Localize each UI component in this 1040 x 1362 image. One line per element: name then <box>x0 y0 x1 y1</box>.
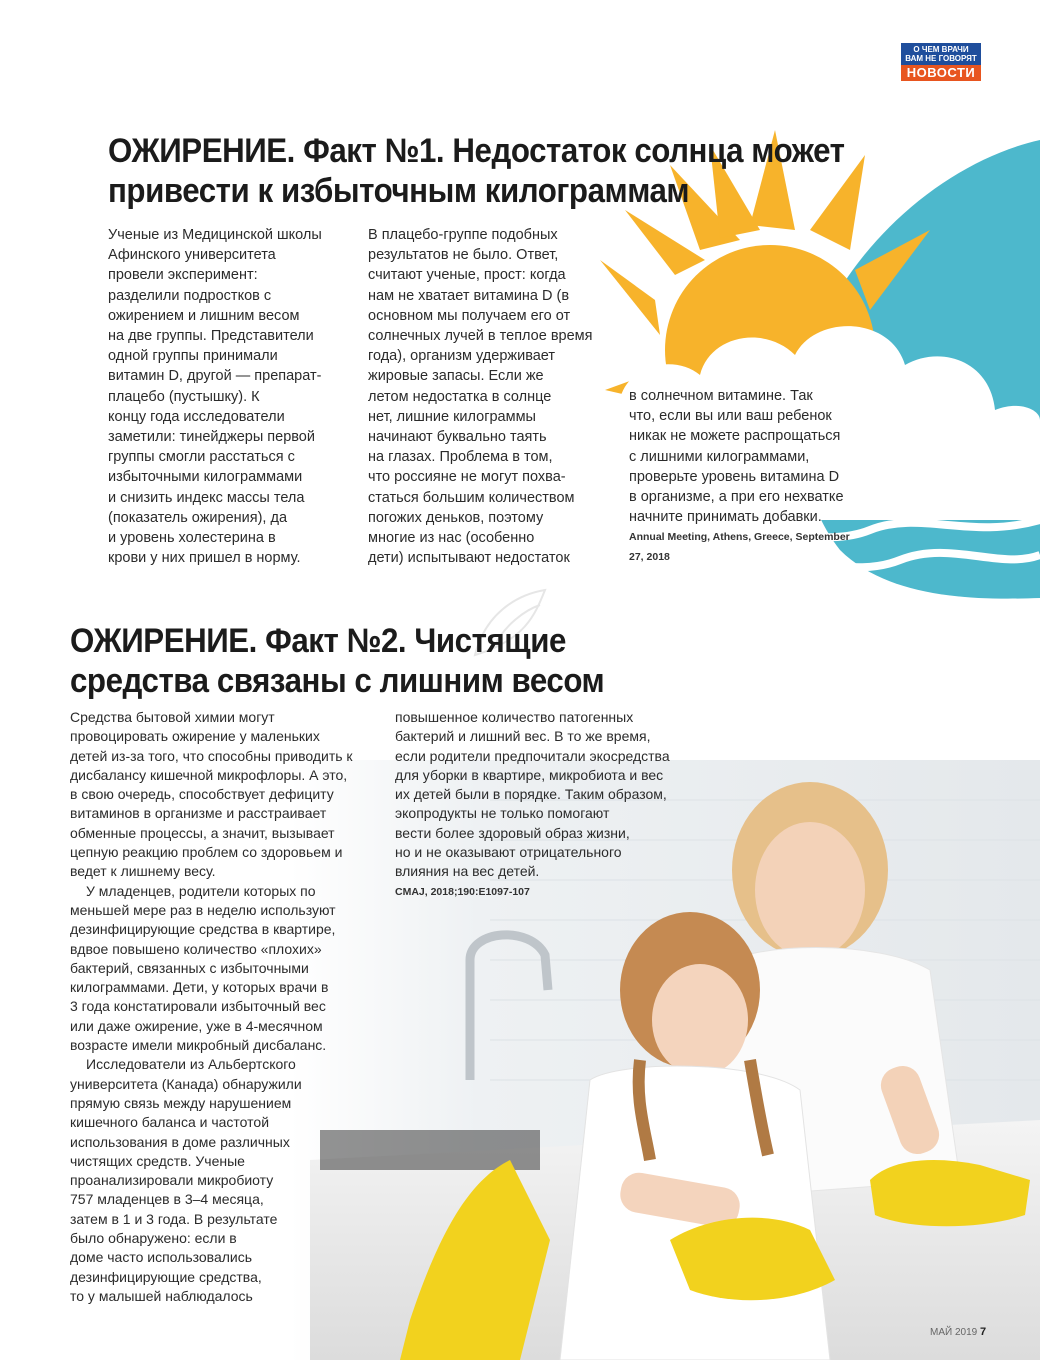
article2-title-line1: ОЖИРЕНИЕ. Факт №2. Чистящие <box>70 622 566 660</box>
text-line: но и не оказывают отрицательного <box>395 844 622 861</box>
text-line: в организме, а при его нехватке <box>629 489 844 506</box>
text-line: прямую связь между нарушением <box>70 1094 292 1111</box>
text-line: Ученые из Медицинской школы <box>108 227 322 243</box>
article1-column-2 <box>368 225 623 568</box>
text-line: возрасте имели микробный дисбаланс. <box>70 1037 327 1054</box>
text-line: нам не хватает витамина D (в <box>368 287 570 304</box>
article1-source: Annual Meeting, Athens, Greece, September <box>629 531 850 544</box>
text-line: чистящих средств. Ученые <box>70 1152 245 1169</box>
text-line: бактерий, связанных с избыточными <box>70 959 309 976</box>
text-line: Средства бытовой химии могут <box>70 709 275 725</box>
text-line: или даже ожирение, уже в 4-месячном <box>70 1017 323 1034</box>
article2-column-2 <box>395 708 715 902</box>
text-line: килограммами. Дети, у которых врачи в <box>70 979 329 996</box>
text-line: детей из-за того, что способны приводить к <box>70 747 353 764</box>
article2-title-line2: средства связаны с лишним весом <box>70 662 605 700</box>
text-line: ожирением и лишним весом <box>108 307 300 324</box>
text-line: если родители предпочитали экосредства <box>395 747 670 764</box>
article1-title-line1: ОЖИРЕНИЕ. Факт №1. Недостаток солнца может <box>108 132 845 170</box>
badge-line1: О ЧЕМ ВРАЧИ <box>913 45 969 54</box>
text-line: на две группы. Представители <box>108 328 314 345</box>
article1-title-line2: привести к избыточным килограммам <box>108 172 690 210</box>
text-line: Исследователи из Альбертского <box>86 1056 296 1073</box>
text-line: что, если вы или ваш ребенок <box>629 408 832 425</box>
text-line: и уровень холестерина в <box>108 530 276 547</box>
text-line: заметили: тинейджеры первой <box>108 429 315 446</box>
text-line: затем в 1 и 3 года. В результате <box>70 1210 278 1227</box>
text-line: дезинфицирующие средства в квартире, <box>70 921 336 938</box>
text-line: провоцировать ожирение у маленьких <box>70 728 320 745</box>
article1-source-date: 27, 2018 <box>629 551 670 564</box>
text-line: дезинфицирующие средства, <box>70 1268 262 1285</box>
text-line: вести более здоровый образ жизни, <box>395 824 630 841</box>
text-line: (показатель ожирения), да <box>108 509 288 526</box>
text-line: для уборки в квартире, микробиота и вес <box>395 766 664 783</box>
page-folio <box>930 1326 986 1338</box>
text-line: витаминов в организме и расстраивает <box>70 805 327 822</box>
text-line: меньшей мере раз в неделю используют <box>70 901 336 918</box>
text-line: У младенцев, родители которых по <box>86 882 316 899</box>
badge-brand <box>901 43 981 65</box>
text-line: витамин D, другой — препарат- <box>108 368 322 385</box>
text-line: многие из нас (особенно <box>368 530 535 547</box>
text-line: основном мы получаем его от <box>368 307 571 324</box>
text-line: нет, лишние килограммы <box>368 408 536 425</box>
text-line: концу года исследователи <box>108 408 285 425</box>
text-line: избыточными килограммами <box>108 469 303 486</box>
text-line: летом недостатка в солнце <box>368 388 552 405</box>
section-badge <box>901 43 981 81</box>
text-line: начинают буквально таять <box>368 429 547 446</box>
text-line: с лишними килограммами, <box>629 448 810 465</box>
badge-line2: ВАМ НЕ ГОВОРЯТ <box>905 54 977 63</box>
text-line: на глазах. Проблема в том, <box>368 449 553 466</box>
text-line: одной группы принимали <box>108 348 278 365</box>
text-line: обменные процессы, а значит, вызывает <box>70 824 335 841</box>
text-line: их детей были в порядке. Таким образом, <box>395 786 667 803</box>
page-number: 7 <box>980 1326 987 1338</box>
text-line: то у малышей наблюдалось <box>70 1287 253 1304</box>
text-line: разделили подростков с <box>108 287 272 304</box>
text-line: повышенное количество патогенных <box>395 709 634 725</box>
text-line: и снизить индекс массы тела <box>108 489 305 506</box>
article2-title <box>70 621 640 701</box>
text-line: 3 года констатировали избыточный вес <box>70 998 326 1015</box>
article1-column-1 <box>108 225 358 568</box>
text-line: дисбалансу кишечной микрофлоры. А это, <box>70 766 348 783</box>
text-line: бактерий и лишний вес. В то же время, <box>395 728 651 745</box>
text-line: в свою очередь, способствует дефициту <box>70 786 334 803</box>
text-line: крови у них пришел в норму. <box>108 550 301 567</box>
text-line: цепную реакцию проблем со здоровьем и <box>70 844 343 861</box>
text-line: было обнаружено: если в <box>70 1230 237 1247</box>
badge-section-label: НОВОСТИ <box>901 65 981 81</box>
text-line: университета (Канада) обнаружили <box>70 1075 302 1092</box>
article1-title <box>108 131 862 211</box>
text-line: вдвое повышено количество «плохих» <box>70 940 322 957</box>
text-line: солнечных лучей в теплое время <box>368 328 593 345</box>
text-line: результатов не было. Ответ, <box>368 247 559 264</box>
article2-column-1 <box>70 708 390 1306</box>
article1-column-3 <box>629 386 889 567</box>
text-line: 757 младенцев в 3–4 месяца, <box>70 1191 264 1208</box>
text-line: жировые запасы. Если же <box>368 368 544 385</box>
text-line: года), организм удерживает <box>368 348 556 365</box>
text-line: влияния на вес детей. <box>395 863 540 880</box>
text-line: провели эксперимент: <box>108 267 258 284</box>
text-line: плацебо (пустышку). К <box>108 388 260 405</box>
article2-source: CMAJ, 2018;190:E1097-107 <box>395 885 530 898</box>
text-line: проанализировали микробиоту <box>70 1172 274 1189</box>
issue-date: МАЙ 2019 <box>930 1327 978 1338</box>
text-line: что россияне не могут похва- <box>368 469 566 486</box>
text-line: дети) испытывают недостаток <box>368 550 570 567</box>
text-line: статься большим количеством <box>368 489 575 506</box>
text-line: считают ученые, прост: когда <box>368 267 566 284</box>
text-line: начните принимать добавки. <box>629 509 822 526</box>
text-line: Афинского университета <box>108 247 276 264</box>
text-line: ведет к лишнему весу. <box>70 863 216 880</box>
text-line: использования в доме различных <box>70 1133 290 1150</box>
text-line: погожих деньков, поэтому <box>368 509 544 526</box>
text-line: экопродукты не только помогают <box>395 805 610 822</box>
text-line: доме часто использовались <box>70 1249 253 1266</box>
text-line: В плацебо-группе подобных <box>368 227 558 243</box>
text-line: никак не можете распрощаться <box>629 428 841 445</box>
text-line: группы смогли расстаться с <box>108 449 295 466</box>
text-line: проверьте уровень витамина D <box>629 468 840 485</box>
text-line: в солнечном витамине. Так <box>629 388 813 404</box>
text-line: кишечного баланса и частотой <box>70 1114 270 1131</box>
